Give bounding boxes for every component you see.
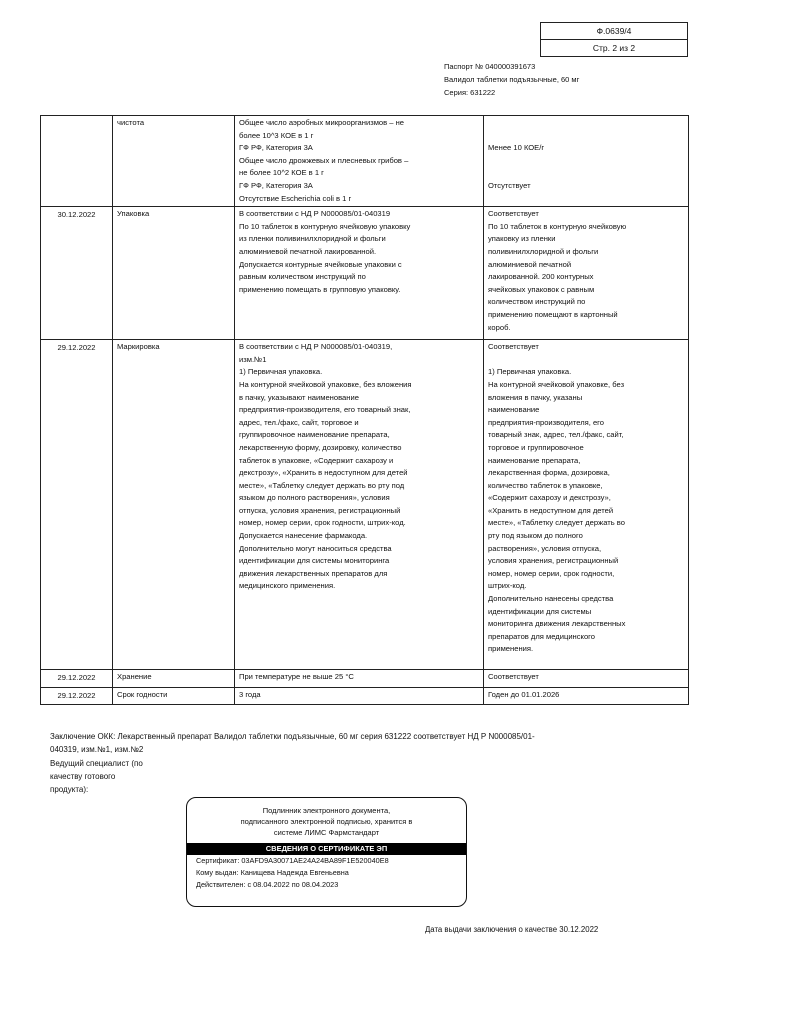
row-requirement: При температуре не выше 25 °С bbox=[235, 670, 484, 688]
row-date: 29.12.2022 bbox=[41, 687, 113, 705]
passport-info bbox=[444, 60, 579, 99]
row-requirement: Общее число аэробных микроорганизмов – не более 10^3 КОЕ в 1 г ГФ РФ, Категория 3А Общее число дрожжевых и плесневых грибов – не более 10^2 КОЕ в 1 г ГФ РФ, Категория 3А Отсутствие Escherichia coli в 1 г bbox=[235, 116, 484, 207]
row-date bbox=[41, 116, 113, 207]
row-result: Годен до 01.01.2026 bbox=[484, 687, 689, 705]
row-test-name: Маркировка bbox=[113, 340, 235, 670]
table-row bbox=[41, 207, 689, 340]
series-number: Серия: 631222 bbox=[444, 88, 496, 97]
row-date: 29.12.2022 bbox=[41, 340, 113, 670]
passport-number: Паспорт № 040000391673 bbox=[444, 62, 536, 71]
row-requirement: В соответствии с НД Р N000085/01-040319, изм.№1 1) Первичная упаковка. На контурной ячейковой упаковке, без вложения в пачку, указывают наименование предприятия-производителя, его товарный знак, адрес, тел./факс, сайт, торговое и группировочное наименование препарата, лекарственную форму, дозировку, количество таблеток в упаковке, «Содержит сахарозу и декстрозу», «Хранить в недоступном для детей месте», «Таблетку следует держать во рту под языком до полного растворения», условия отпуска, условия хранения, регистрационный номер, номер серии, срок годности, штрих-код. Допускается нанесение фармакода. Дополнительно могут наноситься средства идентификации для системы мониторинга движения лекарственных препаратов для медицинского применения. bbox=[235, 340, 484, 670]
issue-date: Дата выдачи заключения о качестве 30.12.2022 bbox=[425, 925, 599, 934]
form-code-box bbox=[540, 22, 688, 57]
page-number: Стр. 2 из 2 bbox=[541, 39, 687, 56]
specialist-label: Ведущий специалист (по качеству готового продукта): bbox=[50, 759, 143, 794]
product-name: Валидол таблетки подъязычные, 60 мг bbox=[444, 75, 580, 84]
stamp-validity: Действителен: с 08.04.2022 по 08.04.2023 bbox=[196, 880, 339, 889]
row-test-name: чистота bbox=[113, 116, 235, 207]
stamp-certificate: Сертификат: 03AFD9A30071AE24A24BA89F1E520040E8 bbox=[196, 856, 389, 865]
row-date: 29.12.2022 bbox=[41, 670, 113, 688]
table-row bbox=[41, 116, 689, 207]
table-row bbox=[41, 687, 689, 705]
row-test-name: Упаковка bbox=[113, 207, 235, 340]
row-requirement: 3 года bbox=[235, 687, 484, 705]
stamp-note: Подлинник электронного документа, подписанного электронной подписью, хранится в системе ЛИМС Фармстандарт bbox=[240, 806, 413, 837]
row-result: Соответствует 1) Первичная упаковка. На контурной ячейковой упаковке, без вложения в пачку, указаны наименование предприятия-производителя, его товарный знак, адрес, тел./факс, сайт, торговое и группировочное наименование препарата, лекарственная форма, дозировка, количество таблеток в упаковке, «Содержит сахарозу и декстрозу», «Хранить в недоступном для детей месте», «Таблетку следует держать во рту под языком до полного растворения», условия отпуска, условия хранения, регистрационный номер, номер серии, срок годности, штрих-код. Дополнительно нанесены средства идентификации для системы мониторинга движения лекарственных препаратов для медицинского применения. bbox=[484, 340, 689, 670]
row-test-name: Срок годности bbox=[113, 687, 235, 705]
row-result: Соответствует bbox=[484, 670, 689, 688]
row-result: Соответствует По 10 таблеток в контурную ячейковую упаковку из пленки поливинилхлоридной и фольги алюминиевой печатной лакированной. 200 контурных ячейковых упаковок с равным количеством инструкций по применению помещают в картонный короб. bbox=[484, 207, 689, 340]
stamp-header: СВЕДЕНИЯ О СЕРТИФИКАТЕ ЭП bbox=[187, 843, 466, 855]
stamp-issued-to: Кому выдан: Канищева Надежда Евгеньевна bbox=[196, 868, 349, 877]
row-result: Менее 10 КОЕ/г Отсутствует bbox=[484, 116, 689, 207]
row-test-name: Хранение bbox=[113, 670, 235, 688]
row-date: 30.12.2022 bbox=[41, 207, 113, 340]
table-row bbox=[41, 670, 689, 688]
row-requirement: В соответствии с НД Р N000085/01-040319 По 10 таблеток в контурную ячейковую упаковку из пленки поливинилхлоридной и фольги алюминиевой печатной лакированной. Допускается контурные ячейковые упаковки с равным количеством инструкций по применению помещать в групповую упаковку. bbox=[235, 207, 484, 340]
form-code: Ф.0639/4 bbox=[596, 26, 632, 36]
electronic-signature-stamp bbox=[186, 797, 467, 907]
test-results-table bbox=[40, 115, 689, 705]
conclusion-text: Заключение ОКК: Лекарственный препарат Валидол таблетки подъязычные, 60 мг серия 631222 соответствует НД Р N000085/01-040319, изм.№1, изм.№2 bbox=[50, 732, 535, 754]
table-row bbox=[41, 340, 689, 670]
